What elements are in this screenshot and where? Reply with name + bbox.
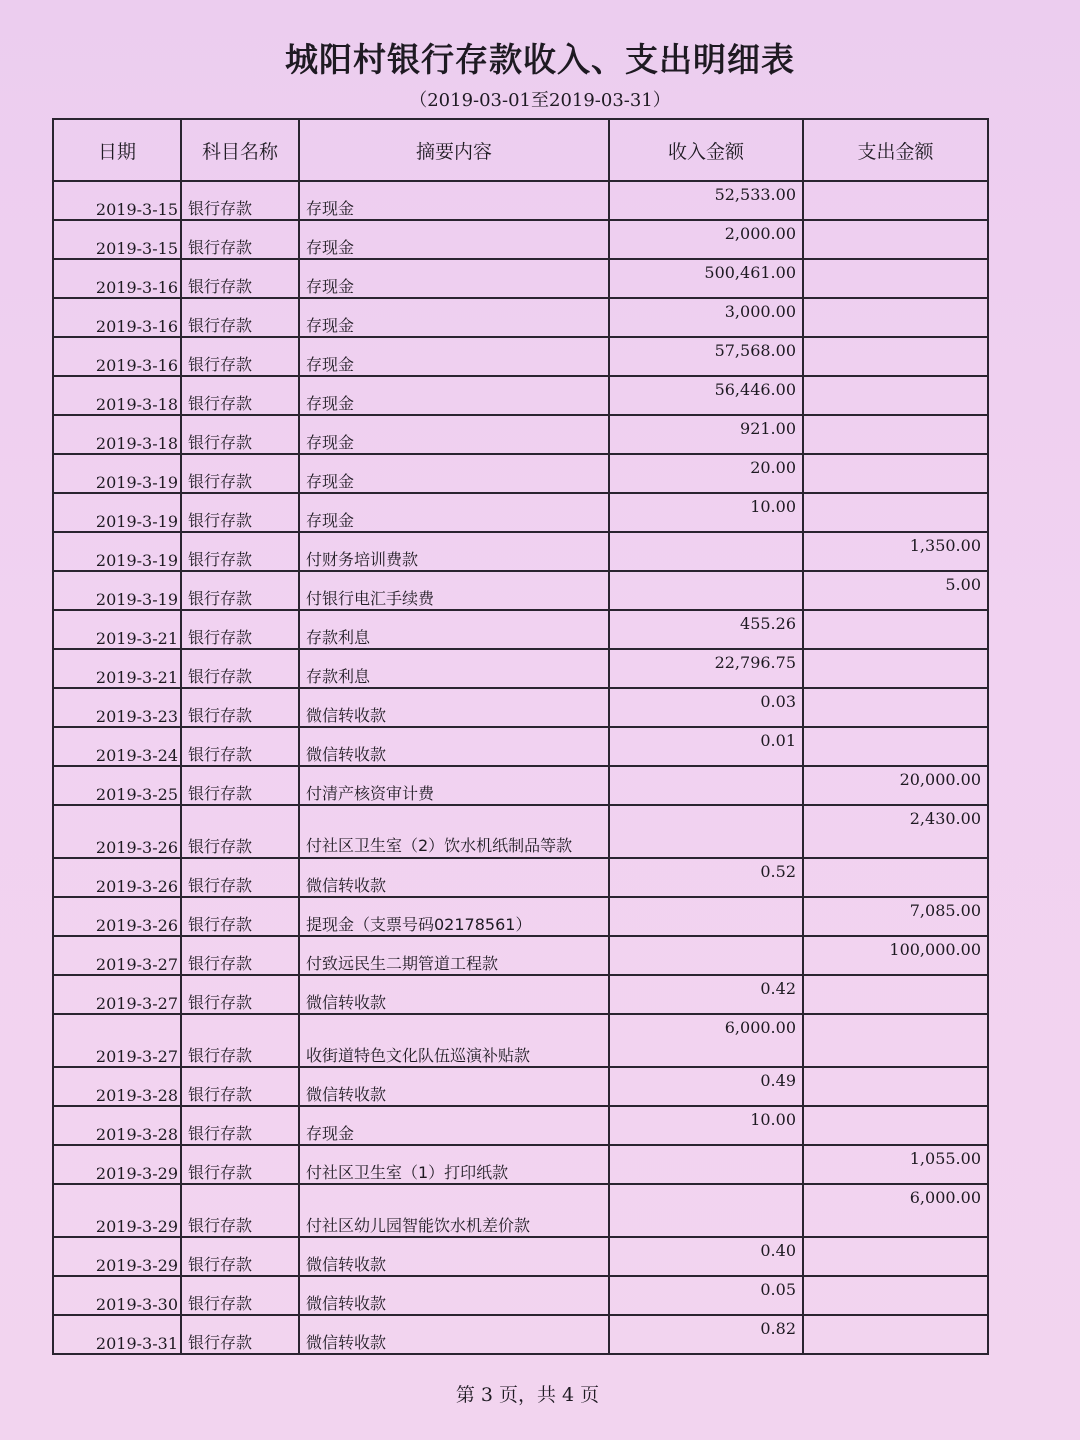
cell-income: 0.82 xyxy=(609,1315,803,1354)
table-row xyxy=(53,766,988,805)
cell-subject: 银行存款 xyxy=(181,858,299,897)
cell-income: 921.00 xyxy=(609,415,803,454)
cell-subject: 银行存款 xyxy=(181,454,299,493)
cell-expense: 20,000.00 xyxy=(803,766,988,805)
cell-date: 2019-3-21 xyxy=(53,649,181,688)
cell-date: 2019-3-30 xyxy=(53,1276,181,1315)
cell-date: 2019-3-29 xyxy=(53,1184,181,1237)
cell-date: 2019-3-23 xyxy=(53,688,181,727)
cell-expense xyxy=(803,1276,988,1315)
table-row xyxy=(53,858,988,897)
cell-subject: 银行存款 xyxy=(181,766,299,805)
cell-date: 2019-3-16 xyxy=(53,337,181,376)
ledger-body xyxy=(53,181,988,1354)
table-row xyxy=(53,897,988,936)
cell-date: 2019-3-15 xyxy=(53,220,181,259)
cell-summary: 微信转收款 xyxy=(299,1276,609,1315)
cell-subject: 银行存款 xyxy=(181,1276,299,1315)
cell-income: 0.03 xyxy=(609,688,803,727)
cell-date: 2019-3-31 xyxy=(53,1315,181,1354)
table-row xyxy=(53,975,988,1014)
table-row xyxy=(53,181,988,220)
cell-subject: 银行存款 xyxy=(181,975,299,1014)
cell-expense xyxy=(803,298,988,337)
cell-expense xyxy=(803,454,988,493)
cell-income: 52,533.00 xyxy=(609,181,803,220)
cell-income: 0.49 xyxy=(609,1067,803,1106)
cell-date: 2019-3-27 xyxy=(53,1014,181,1067)
cell-summary: 存现金 xyxy=(299,1106,609,1145)
table-row xyxy=(53,1067,988,1106)
cell-expense: 1,055.00 xyxy=(803,1145,988,1184)
ledger-table xyxy=(52,118,989,1355)
cell-income xyxy=(609,571,803,610)
cell-income: 500,461.00 xyxy=(609,259,803,298)
cell-subject: 银行存款 xyxy=(181,649,299,688)
table-row xyxy=(53,688,988,727)
cell-expense xyxy=(803,649,988,688)
cell-expense: 100,000.00 xyxy=(803,936,988,975)
table-row xyxy=(53,1106,988,1145)
cell-income: 22,796.75 xyxy=(609,649,803,688)
cell-summary: 付清产核资审计费 xyxy=(299,766,609,805)
cell-expense: 1,350.00 xyxy=(803,532,988,571)
cell-expense xyxy=(803,1014,988,1067)
cell-expense: 2,430.00 xyxy=(803,805,988,858)
cell-subject: 银行存款 xyxy=(181,1315,299,1354)
cell-income: 0.05 xyxy=(609,1276,803,1315)
page-footer: 第 3 页，共 4 页 xyxy=(455,1384,600,1406)
cell-summary: 付社区卫生室（2）饮水机纸制品等款 xyxy=(299,805,609,858)
cell-expense xyxy=(803,688,988,727)
cell-summary: 提现金（支票号码02178561） xyxy=(299,897,609,936)
cell-income: 10.00 xyxy=(609,493,803,532)
cell-date: 2019-3-24 xyxy=(53,727,181,766)
table-row xyxy=(53,571,988,610)
cell-summary: 付财务培训费款 xyxy=(299,532,609,571)
cell-expense xyxy=(803,259,988,298)
cell-subject: 银行存款 xyxy=(181,181,299,220)
table-row xyxy=(53,493,988,532)
cell-date: 2019-3-21 xyxy=(53,610,181,649)
cell-income: 2,000.00 xyxy=(609,220,803,259)
cell-subject: 银行存款 xyxy=(181,1106,299,1145)
cell-date: 2019-3-28 xyxy=(53,1067,181,1106)
table-row xyxy=(53,936,988,975)
cell-income xyxy=(609,1184,803,1237)
cell-date: 2019-3-29 xyxy=(53,1145,181,1184)
cell-summary: 存现金 xyxy=(299,415,609,454)
cell-date: 2019-3-28 xyxy=(53,1106,181,1145)
cell-subject: 银行存款 xyxy=(181,1014,299,1067)
cell-income: 455.26 xyxy=(609,610,803,649)
table-row xyxy=(53,1315,988,1354)
cell-subject: 银行存款 xyxy=(181,805,299,858)
cell-income xyxy=(609,1145,803,1184)
cell-income xyxy=(609,766,803,805)
cell-income: 20.00 xyxy=(609,454,803,493)
table-row xyxy=(53,415,988,454)
cell-summary: 微信转收款 xyxy=(299,688,609,727)
document-title: 城阳村银行存款收入、支出明细表 xyxy=(285,40,795,79)
table-row xyxy=(53,337,988,376)
table-row xyxy=(53,298,988,337)
cell-income xyxy=(609,936,803,975)
cell-summary: 付银行电汇手续费 xyxy=(299,571,609,610)
table-row xyxy=(53,1237,988,1276)
cell-subject: 银行存款 xyxy=(181,688,299,727)
cell-date: 2019-3-16 xyxy=(53,298,181,337)
cell-subject: 银行存款 xyxy=(181,727,299,766)
cell-subject: 银行存款 xyxy=(181,571,299,610)
table-row xyxy=(53,1014,988,1067)
cell-subject: 银行存款 xyxy=(181,220,299,259)
cell-subject: 银行存款 xyxy=(181,259,299,298)
table-row xyxy=(53,727,988,766)
cell-expense xyxy=(803,415,988,454)
cell-subject: 银行存款 xyxy=(181,1184,299,1237)
cell-expense xyxy=(803,610,988,649)
cell-expense xyxy=(803,1067,988,1106)
cell-summary: 微信转收款 xyxy=(299,858,609,897)
cell-expense: 6,000.00 xyxy=(803,1184,988,1237)
table-row xyxy=(53,1145,988,1184)
cell-date: 2019-3-19 xyxy=(53,532,181,571)
cell-expense xyxy=(803,1106,988,1145)
cell-income: 56,446.00 xyxy=(609,376,803,415)
cell-expense xyxy=(803,1237,988,1276)
cell-subject: 银行存款 xyxy=(181,936,299,975)
table-row xyxy=(53,259,988,298)
cell-date: 2019-3-26 xyxy=(53,897,181,936)
cell-summary: 存现金 xyxy=(299,298,609,337)
table-row xyxy=(53,220,988,259)
cell-income xyxy=(609,897,803,936)
cell-income: 0.01 xyxy=(609,727,803,766)
table-row xyxy=(53,649,988,688)
table-header-row xyxy=(53,119,988,181)
cell-date: 2019-3-29 xyxy=(53,1237,181,1276)
table-row xyxy=(53,805,988,858)
cell-income: 57,568.00 xyxy=(609,337,803,376)
cell-subject: 银行存款 xyxy=(181,897,299,936)
cell-summary: 付社区卫生室（1）打印纸款 xyxy=(299,1145,609,1184)
cell-subject: 银行存款 xyxy=(181,1145,299,1184)
cell-income: 0.40 xyxy=(609,1237,803,1276)
cell-income: 0.52 xyxy=(609,858,803,897)
cell-date: 2019-3-19 xyxy=(53,571,181,610)
cell-summary: 付社区幼儿园智能饮水机差价款 xyxy=(299,1184,609,1237)
cell-subject: 银行存款 xyxy=(181,610,299,649)
header-subject: 科目名称 xyxy=(181,119,299,181)
table-row xyxy=(53,454,988,493)
cell-expense xyxy=(803,376,988,415)
cell-expense: 7,085.00 xyxy=(803,897,988,936)
header-expense: 支出金额 xyxy=(803,119,988,181)
cell-summary: 微信转收款 xyxy=(299,1067,609,1106)
cell-income: 6,000.00 xyxy=(609,1014,803,1067)
cell-summary: 存款利息 xyxy=(299,649,609,688)
header-date: 日期 xyxy=(53,119,181,181)
cell-income: 3,000.00 xyxy=(609,298,803,337)
cell-summary: 存现金 xyxy=(299,376,609,415)
cell-income: 0.42 xyxy=(609,975,803,1014)
cell-date: 2019-3-19 xyxy=(53,493,181,532)
cell-summary: 存款利息 xyxy=(299,610,609,649)
cell-summary: 存现金 xyxy=(299,493,609,532)
cell-subject: 银行存款 xyxy=(181,493,299,532)
table-row xyxy=(53,532,988,571)
cell-date: 2019-3-16 xyxy=(53,259,181,298)
cell-date: 2019-3-26 xyxy=(53,858,181,897)
cell-date: 2019-3-26 xyxy=(53,805,181,858)
cell-expense xyxy=(803,858,988,897)
table-row xyxy=(53,1184,988,1237)
cell-subject: 银行存款 xyxy=(181,532,299,571)
cell-subject: 银行存款 xyxy=(181,298,299,337)
cell-expense xyxy=(803,181,988,220)
cell-date: 2019-3-27 xyxy=(53,936,181,975)
cell-income: 10.00 xyxy=(609,1106,803,1145)
cell-date: 2019-3-15 xyxy=(53,181,181,220)
cell-date: 2019-3-19 xyxy=(53,454,181,493)
cell-summary: 付致远民生二期管道工程款 xyxy=(299,936,609,975)
cell-expense: 5.00 xyxy=(803,571,988,610)
cell-expense xyxy=(803,727,988,766)
cell-subject: 银行存款 xyxy=(181,1237,299,1276)
cell-income xyxy=(609,532,803,571)
cell-summary: 存现金 xyxy=(299,220,609,259)
cell-summary: 存现金 xyxy=(299,181,609,220)
cell-summary: 存现金 xyxy=(299,337,609,376)
table-row xyxy=(53,610,988,649)
cell-summary: 存现金 xyxy=(299,259,609,298)
cell-date: 2019-3-25 xyxy=(53,766,181,805)
cell-summary: 微信转收款 xyxy=(299,975,609,1014)
cell-subject: 银行存款 xyxy=(181,376,299,415)
cell-date: 2019-3-18 xyxy=(53,376,181,415)
cell-expense xyxy=(803,1315,988,1354)
cell-income xyxy=(609,805,803,858)
document-period: （2019-03-01至2019-03-31） xyxy=(409,90,671,111)
cell-expense xyxy=(803,975,988,1014)
cell-subject: 银行存款 xyxy=(181,415,299,454)
cell-expense xyxy=(803,337,988,376)
cell-subject: 银行存款 xyxy=(181,337,299,376)
cell-date: 2019-3-27 xyxy=(53,975,181,1014)
table-row xyxy=(53,376,988,415)
cell-summary: 微信转收款 xyxy=(299,727,609,766)
header-summary: 摘要内容 xyxy=(299,119,609,181)
header-income: 收入金额 xyxy=(609,119,803,181)
cell-summary: 存现金 xyxy=(299,454,609,493)
cell-subject: 银行存款 xyxy=(181,1067,299,1106)
cell-summary: 收街道特色文化队伍巡演补贴款 xyxy=(299,1014,609,1067)
cell-date: 2019-3-18 xyxy=(53,415,181,454)
cell-expense xyxy=(803,493,988,532)
cell-summary: 微信转收款 xyxy=(299,1315,609,1354)
cell-summary: 微信转收款 xyxy=(299,1237,609,1276)
cell-expense xyxy=(803,220,988,259)
table-row xyxy=(53,1276,988,1315)
